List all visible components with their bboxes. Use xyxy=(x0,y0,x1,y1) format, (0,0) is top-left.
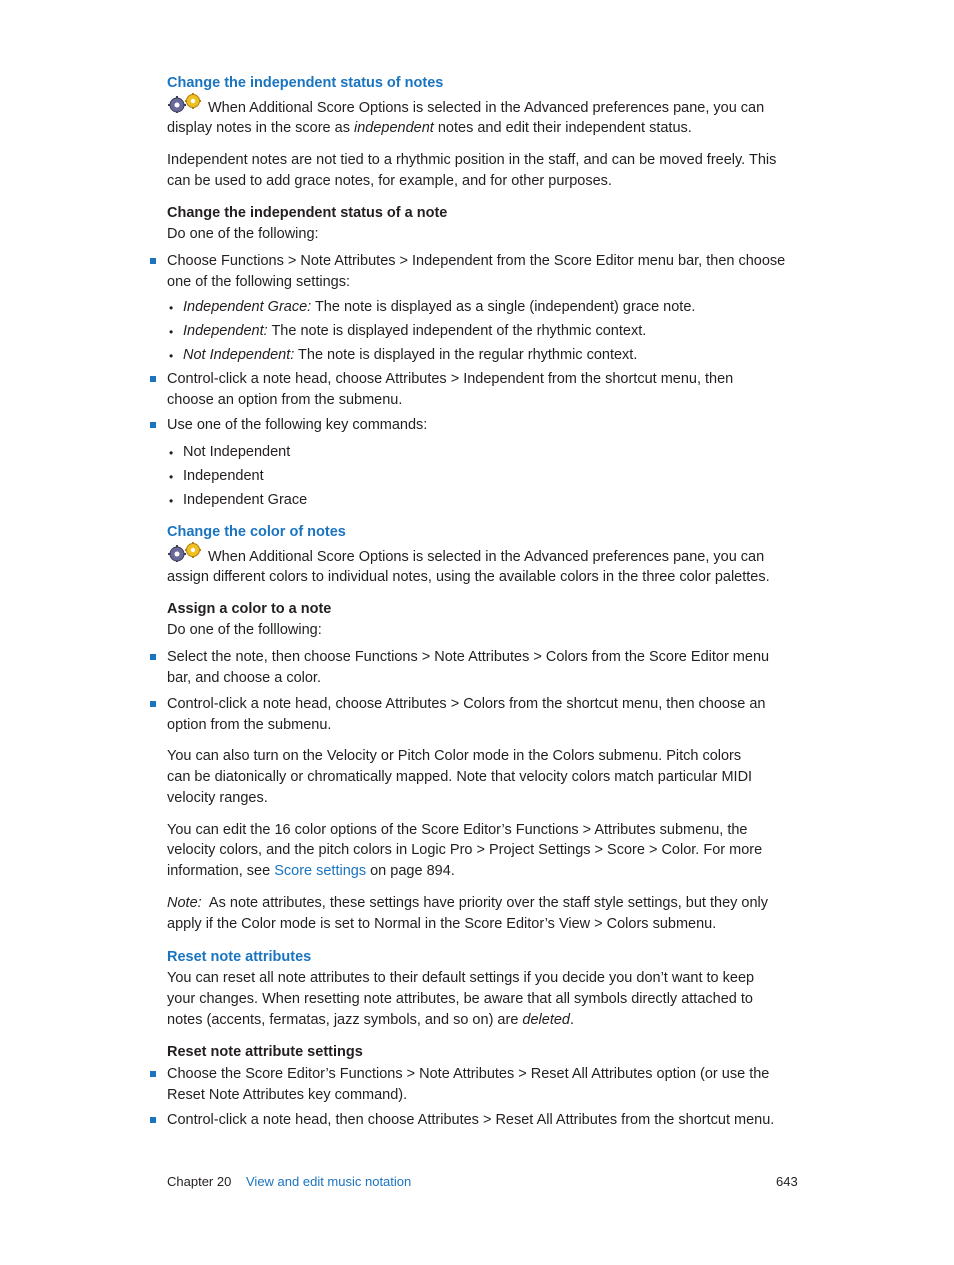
section1-intro-line2 xyxy=(167,118,692,139)
sub-bullet-dot: • xyxy=(169,301,174,315)
sub-bullet-dot: • xyxy=(169,470,174,484)
section-heading-independent: Change the independent status of notes xyxy=(167,75,444,91)
task-heading-independent: Change the independent status of a note xyxy=(167,205,448,221)
sub-bullet-not-independent xyxy=(183,345,637,366)
bullet2-line1: Control-click a note head, choose Attributes > Independent from the shortcut menu, then xyxy=(167,371,734,387)
section2-intro-line1: When Additional Score Options is selected in the Advanced preferences pane, you can xyxy=(208,549,765,565)
bullet2-line2: choose an option from the submenu. xyxy=(167,392,403,408)
page-number: 643 xyxy=(776,1174,798,1189)
sub-bullet-dot: • xyxy=(169,349,174,363)
text: The note is displayed as a single (independent) grace note. xyxy=(311,299,696,315)
bullet-square xyxy=(150,654,156,660)
bullet1-line1: Choose Functions > Note Attributes > Independent from the Score Editor menu bar, then choose xyxy=(167,253,786,269)
bullet-square xyxy=(150,376,156,382)
bullet1-line1: Choose the Score Editor’s Functions > Note Attributes > Reset All Attributes option (or use the xyxy=(167,1066,770,1082)
text: notes (accents, fermatas, jazz symbols, and so on) are xyxy=(167,1012,523,1028)
text: display notes in the score as xyxy=(167,120,354,136)
bullet-square xyxy=(150,1071,156,1077)
text: on page 894. xyxy=(366,863,455,879)
text: information, see xyxy=(167,863,275,879)
section1-para-line1: Independent notes are not tied to a rhythmic position in the staff, and can be moved freely. This xyxy=(167,152,777,168)
bullet-square xyxy=(150,258,156,264)
task-intro: Do one of the following: xyxy=(167,226,319,242)
sub-bullet-independent xyxy=(183,321,646,342)
bullet3-line1: Use one of the following key commands: xyxy=(167,417,428,433)
paragraph-line: can be diatonically or chromatically mapped. Note that velocity colors match particular MIDI xyxy=(167,769,753,785)
sub-bullet-dot: • xyxy=(169,446,174,460)
sub-bullet-dot: • xyxy=(169,494,174,508)
paragraph-line xyxy=(167,1010,574,1031)
note-label: Note: xyxy=(167,895,202,911)
score-settings-link[interactable]: Score settings xyxy=(274,863,367,879)
footer-chapter: Chapter 20 xyxy=(167,1174,232,1189)
task-intro: Do one of the folllowing: xyxy=(167,622,322,638)
bullet1-line2: Reset Note Attributes key command). xyxy=(167,1087,408,1103)
section1-para-line2: can be used to add grace notes, for example, and for other purposes. xyxy=(167,173,612,189)
bullet1-line1: Select the note, then choose Functions > Note Attributes > Colors from the Score Editor menu xyxy=(167,649,770,665)
task-heading-reset: Reset note attribute settings xyxy=(167,1044,363,1060)
paragraph-line: your changes. When resetting note attributes, be aware that all symbols directly attached to xyxy=(167,991,753,1007)
section-heading-color: Change the color of notes xyxy=(167,524,346,540)
key-command-independent-grace: Independent Grace xyxy=(183,492,308,508)
text: The note is displayed in the regular rhythmic context. xyxy=(294,347,638,363)
text: The note is displayed independent of the rhythmic context. xyxy=(267,323,647,339)
sub-bullet-independent-grace xyxy=(183,297,695,318)
term: Independent: xyxy=(183,323,268,339)
text-italic: deleted xyxy=(522,1012,570,1028)
key-command-independent: Independent xyxy=(183,468,264,484)
paragraph-line: You can edit the 16 color options of the Score Editor’s Functions > Attributes submenu, the xyxy=(167,822,748,838)
bullet2-line2: option from the submenu. xyxy=(167,717,332,733)
bullet-square xyxy=(150,422,156,428)
note-line2: apply if the Color mode is set to Normal in the Score Editor’s View > Colors submenu. xyxy=(167,916,717,932)
paragraph-line: You can reset all note attributes to their default settings if you decide you don’t want to keep xyxy=(167,970,755,986)
paragraph-line: You can also turn on the Velocity or Pitch Color mode in the Colors submenu. Pitch colors xyxy=(167,748,742,764)
footer-chapter-link[interactable]: View and edit music notation xyxy=(246,1174,412,1189)
bullet1-line2: one of the following settings: xyxy=(167,274,350,290)
bullet2-line1: Control-click a note head, choose Attributes > Colors from the shortcut menu, then choose an xyxy=(167,696,766,712)
advanced-gear-icon xyxy=(167,93,203,113)
term: Independent Grace: xyxy=(183,299,312,315)
sub-bullet-dot: • xyxy=(169,325,174,339)
advanced-gear-icon xyxy=(167,542,203,562)
paragraph-line: velocity colors, and the pitch colors in Logic Pro > Project Settings > Score > Color. For more xyxy=(167,842,763,858)
bullet-square xyxy=(150,701,156,707)
section2-intro-line2: assign different colors to individual notes, using the available colors in the three color palettes. xyxy=(167,569,770,585)
note-line1 xyxy=(167,893,768,914)
text: notes and edit their independent status. xyxy=(433,120,692,136)
bullet2-line1: Control-click a note head, then choose Attributes > Reset All Attributes from the shortcut menu. xyxy=(167,1112,775,1128)
section-heading-reset: Reset note attributes xyxy=(167,949,312,965)
section1-intro-line1: When Additional Score Options is selected in the Advanced preferences pane, you can xyxy=(208,100,765,116)
paragraph-line: velocity ranges. xyxy=(167,790,268,806)
paragraph-line xyxy=(167,861,455,882)
bullet1-line2: bar, and choose a color. xyxy=(167,670,321,686)
key-command-not-independent: Not Independent xyxy=(183,444,291,460)
text: . xyxy=(569,1012,575,1028)
bullet-square xyxy=(150,1117,156,1123)
term: Not Independent: xyxy=(183,347,295,363)
task-heading-color: Assign a color to a note xyxy=(167,601,332,617)
text-italic: independent xyxy=(354,120,434,136)
text: As note attributes, these settings have priority over the staff style settings, but they only xyxy=(201,895,769,911)
